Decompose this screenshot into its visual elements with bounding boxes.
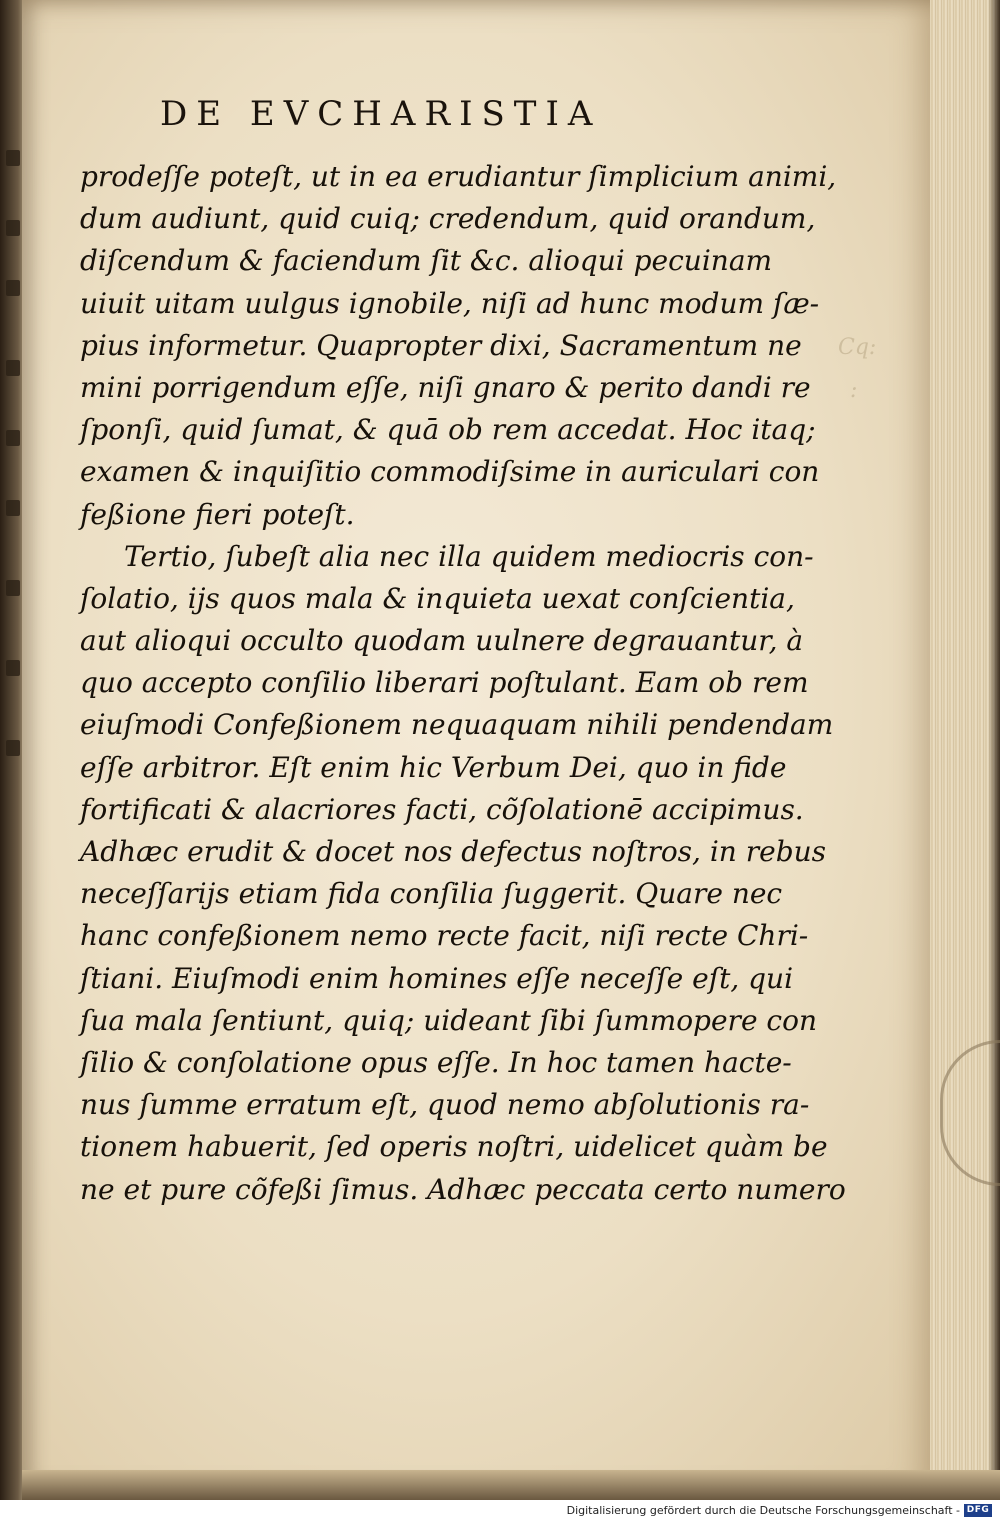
- text-line: quo accepto conſilio liberari poſtulant. Eam ob rem: [80, 666, 809, 700]
- text-line: uiuit uitam uulgus ignobile, niſi ad hunc modum ſæ-: [80, 286, 820, 320]
- funding-credit: Digitalisierung gefördert durch die Deutsche Forschungsgemeinschaft -: [566, 1504, 960, 1517]
- text-line: ſtiani. Eiuſmodi enim homines eſſe neceſſe eſt, qui: [80, 961, 794, 995]
- text-line: pius informetur. Quapropter dixi, Sacramentum ne: [80, 328, 802, 362]
- text-line: examen & inquiſitio commodiſsime in auriculari con: [80, 455, 820, 489]
- text-line: hanc confeßionem nemo recte facit, niſi recte Chri-: [80, 919, 809, 953]
- book-bottom-edge: [22, 1470, 1000, 1500]
- text-line: fortificati & alacriores facti, cõſolationē accipimus.: [80, 792, 804, 826]
- text-line: mini porrigendum eſſe, niſi gnaro & perito dandi re: [80, 370, 811, 404]
- text-line: eſſe arbitror. Eſt enim hic Verbum Dei, quo in fide: [80, 750, 787, 784]
- show-through-ghost: Cq:: [838, 335, 877, 360]
- dfg-logo-icon: DFG: [964, 1504, 992, 1517]
- text-line: neceſſarijs etiam fida conſilia ſuggerit. Quare nec: [80, 877, 783, 911]
- page-edges: [930, 0, 1000, 1498]
- text-line: Adhæc erudit & docet nos defectus noſtros, in rebus: [80, 835, 827, 868]
- body-text: [80, 156, 846, 1211]
- text-line: ſponſi, quid ſumat, & quā ob rem accedat. Hoc itaq;: [80, 413, 816, 447]
- digitization-footer: [0, 1500, 1000, 1522]
- text-line: eiuſmodi Confeßionem nequaquam nihili pendendam: [80, 708, 834, 742]
- show-through-ghost: :: [850, 378, 858, 403]
- text-line: dum audiunt, quid cuiq; credendum, quid orandum,: [80, 202, 816, 236]
- paragraph-first-line: Tertio, ſubeſt alia nec illa quidem mediocris con-: [124, 539, 814, 573]
- text-line: feßione fieri poteſt.: [80, 497, 355, 531]
- running-head: DE EVCHARISTIA: [160, 94, 602, 134]
- text-line: aut alioqui occulto quodam uulnere degrauantur, à: [80, 624, 804, 658]
- text-line: ne et pure cõfeßi ſimus. Adhæc peccata certo numero: [80, 1172, 846, 1206]
- text-line: tionem habuerit, ſed operis noſtri, uidelicet quàm be: [80, 1130, 828, 1164]
- text-line: diſcendum & faciendum ſit &c. alioqui pecuinam: [80, 244, 773, 278]
- text-line: prodeſſe poteſt, ut in ea erudiantur ſimplicium animi,: [80, 160, 837, 193]
- facing-page-bleed: [2, 130, 24, 810]
- text-line: ſua mala ſentiunt, quiq; uideant ſibi ſummopere con: [80, 1003, 817, 1037]
- text-line: ſolatio, ijs quos mala & inquieta uexat conſcientia,: [80, 581, 795, 615]
- text-line: ſilio & conſolatione opus eſſe. In hoc tamen hacte-: [80, 1045, 792, 1079]
- text-line: nus ſumme erratum eſt, quod nemo abſolutionis ra-: [80, 1088, 810, 1122]
